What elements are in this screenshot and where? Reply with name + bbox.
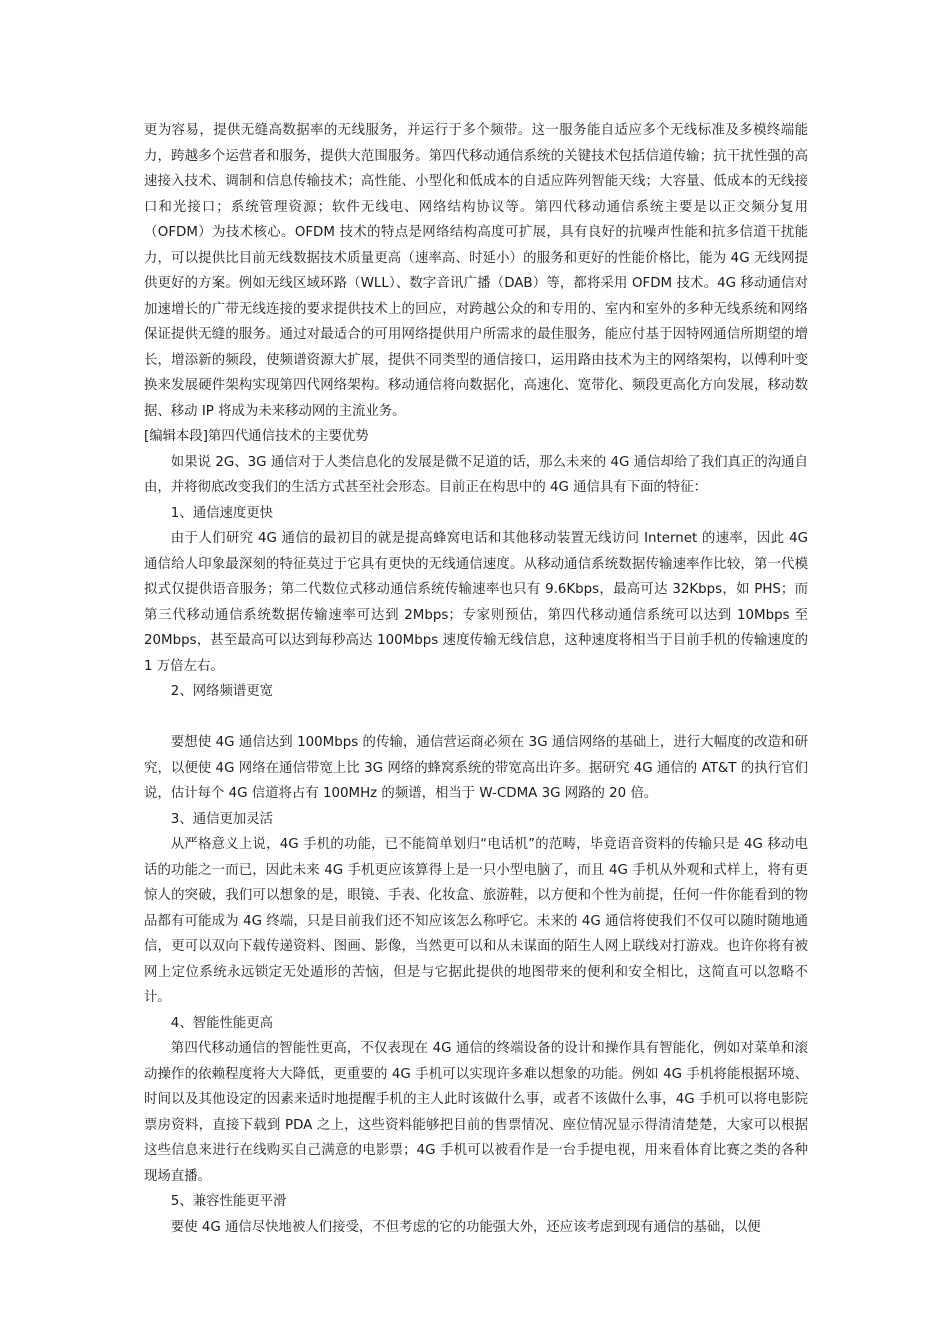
- section-title: [编辑本段]第四代通信技术的主要优势: [144, 429, 369, 444]
- document-page: [144, 118, 808, 1240]
- blank-line: [144, 705, 808, 731]
- heading-spectrum: 2、网络频谱更宽: [170, 684, 274, 699]
- paragraph-intelligence: 第四代移动通信的智能性更高，不仅表现在 4G 通信的终端设备的设计和操作具有智能化，例如对菜单和滚动操作的依赖程度将大大降低，更重要的 4G 手机可以实现许多难以想象的功能。例如 4G 手机将能根据环境、时间以及其他设定的因素来适时地提醒手机的主人此时该做什么事，或者不该做什么事，4G 手机可以将电影院票房资料，直接下载到 PDA 之上，这些资料能够把目前的售票情况、座位情况显示得清清楚楚，大家可以根据这些信息来进行在线购买自己满意的电影票；4G 手机可以被看作是一台手提电视，用来看体育比赛之类的各种现场直播。: [144, 1041, 808, 1184]
- paragraph-ofdm-intro: 更为容易，提供无缝高数据率的无线服务，并运行于多个频带。这一服务能自适应多个无线标准及多模终端能力，跨越多个运营者和服务，提供大范围服务。第四代移动通信系统的关键技术包括信道传输；抗干扰性强的高速接入技术、调制和信息传输技术；高性能、小型化和低成本的自适应阵列智能天线；大容量、低成本的无线接口和光接口；系统管理资源；软件无线电、网络结构协议等。第四代移动通信系统主要是以正交频分复用（OFDM）为技术核心。OFDM 技术的特点是网络结构高度可扩展，具有良好的抗噪声性能和抗多信道干扰能力，可以提供比目前无线数据技术质量更高（速率高、时延小）的服务和更好的性能价格比，能为 4G 无线网提供更好的方案。例如无线区域环路（WLL）、数字音讯广播（DAB）等，都将采用 OFDM 技术。4G 移动通信对加速增长的广带无线连接的要求提供技术上的回应，对跨越公众的和专用的、室内和室外的多种无线系统和网络保证提供无缝的服务。通过对最适合的可用网络提供用户所需求的最佳服务，能应付基于因特网通信所期望的增长，增添新的频段，使频谱资源大扩展，提供不同类型的通信接口，运用路由技术为主的网络架构，以傅利叶变换来发展硬件架构实现第四代网络架构。移动通信将向数据化，高速化、宽带化、频段更高化方向发展，移动数据、移动 IP 将成为未来移动网的主流业务。: [144, 123, 808, 419]
- heading-flexibility: 3、通信更加灵活: [170, 811, 274, 827]
- paragraph-4g-overview: 如果说 2G、3G 通信对于人类信息化的发展是微不足道的话，那么未来的 4G 通信却给了我们真正的沟通自由，并将彻底改变我们的生活方式甚至社会形态。目前正在构思中的 4G 通信具有下面的特征：: [144, 454, 808, 495]
- paragraph-flexibility: 从严格意义上说，4G 手机的功能，已不能简单划归“电话机”的范畴，毕竟语音资料的传输只是 4G 移动电话的功能之一而已，因此未来 4G 手机更应该算得上是一只小型电脑了，而且 4G 手机从外观和式样上，将有更惊人的突破，我们可以想象的是，眼镜、手表、化妆盒、旅游鞋，以方便和个性为前提，任何一件你能看到的物品都有可能成为 4G 终端，只是目前我们还不知应该怎么称呼它。未来的 4G 通信将使我们不仅可以随时随地通信，更可以双向下载传递资料、图画、影像，当然更可以和从未谋面的陌生人网上联线对打游戏。也许你将有被网上定位系统永远锁定无处遁形的苦恼，但是与它据此提供的地图带来的便利和安全相比，这简直可以忽略不计。: [144, 837, 808, 1005]
- paragraph-compatibility: 要使 4G 通信尽快地被人们接受，不但考虑的它的功能强大外，还应该考虑到现有通信的基础，以便: [170, 1219, 761, 1235]
- paragraph-spectrum: 要想使 4G 通信达到 100Mbps 的传输，通信营运商必须在 3G 通信网络的基础上，进行大幅度的改造和研究，以便使 4G 网络在通信带宽上比 3G 网络的蜂窝系统的带宽高出许多。据研究 4G 通信的 AT&T 的执行官们说，估计每个 4G 信道将占有 100MHz 的频谱，相当于 W-CDMA 3G 网路的 20 倍。: [144, 735, 808, 801]
- paragraph-speed: 由于人们研究 4G 通信的最初目的就是提高蜂窝电话和其他移动装置无线访问 Internet 的速率，因此 4G 通信给人印象最深刻的特征莫过于它具有更快的无线通信速度。从移动通信系统数据传输速率作比较，第一代模拟式仅提供语音服务；第二代数位式移动通信系统传输速率也只有 9.6Kbps，最高可达 32Kbps，如 PHS；而第三代移动通信系统数据传输速率可达到 2Mbps；专家则预估，第四代移动通信系统可以达到 10Mbps 至 20Mbps，甚至最高可以达到每秒高达 100Mbps 速度传输无线信息，这种速度将相当于目前手机的传输速度的 1 万倍左右。: [144, 531, 808, 674]
- heading-intelligence: 4、智能性能更高: [170, 1015, 274, 1031]
- heading-compatibility: 5、兼容性能更平滑: [170, 1194, 287, 1209]
- heading-speed: 1、通信速度更快: [170, 505, 274, 521]
